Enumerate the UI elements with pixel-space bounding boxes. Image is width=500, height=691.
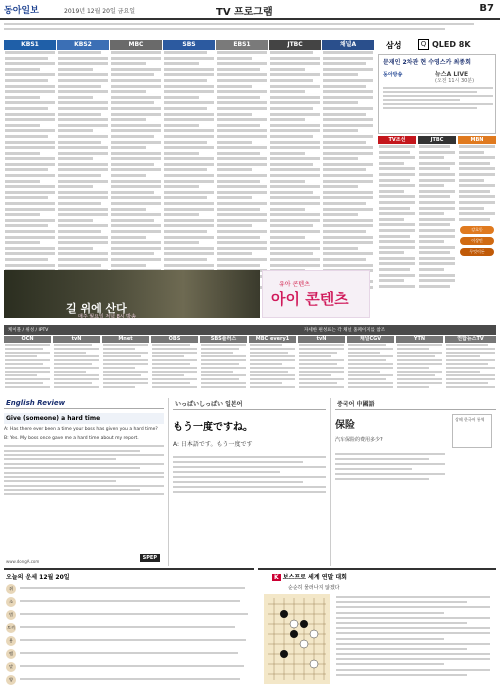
- cable-schedule: [4, 336, 496, 396]
- channel-header: EBS1: [216, 40, 268, 50]
- zodiac-icon: 쥐: [6, 584, 16, 594]
- cable-column: [102, 336, 149, 396]
- column-title-text: 보스프로 세계 연말 대회: [282, 574, 347, 581]
- channel-header: MBC: [110, 40, 162, 50]
- documentary-ad-title: 길 위에 산다: [66, 302, 127, 315]
- column-title: いっぱいしっぱい 일본어: [173, 398, 326, 410]
- white-stone: [300, 640, 308, 648]
- column-subtitle: 순순히 물러나지 않겠다: [288, 585, 340, 591]
- documentary-ad-subtitle: 매주 월요일 저녁 8시 방송: [78, 314, 136, 320]
- japanese-column: [168, 398, 326, 566]
- column-body-lines: [336, 596, 490, 679]
- column-title: English Review: [4, 398, 164, 409]
- schedule-lines: [5, 344, 50, 396]
- white-stone: [290, 620, 298, 628]
- cable-bar-label: 케이블 / 위성 / IPTV: [8, 328, 49, 333]
- newspaper-logo: 동아일보: [4, 6, 39, 16]
- cable-column: [445, 336, 496, 396]
- q-logo-icon: Q: [418, 39, 429, 50]
- cable-channel-bar: [4, 325, 496, 335]
- zodiac-icon: 말: [6, 662, 16, 672]
- cable-header: OBS: [151, 336, 198, 343]
- column-badge: K: [274, 574, 279, 581]
- fortune-row: [4, 634, 254, 647]
- schedule-lines: [379, 145, 415, 306]
- schedule-lines: [397, 344, 442, 396]
- example-sentence: A: 日本語です。もう一度です: [173, 441, 253, 448]
- zodiac-icon: 소: [6, 597, 16, 607]
- ad-badge: 유아 콘텐츠: [279, 281, 310, 288]
- masthead: [0, 0, 500, 20]
- key-phrase: もう一度ですね。: [173, 422, 253, 433]
- cable-column: [151, 336, 198, 396]
- channel-header: KBS1: [4, 40, 56, 50]
- white-stone: [310, 660, 318, 668]
- channel-column-jtbc2: [418, 136, 456, 306]
- program-badge: 강호동: [460, 226, 494, 234]
- channel-header: JTBC: [418, 136, 456, 144]
- schedule-lines: [54, 344, 99, 396]
- cable-column: [298, 336, 345, 396]
- fortune-rows: [4, 582, 254, 688]
- broadcaster-logo: 동아방송: [383, 72, 403, 78]
- zodiac-icon: 용: [6, 636, 16, 646]
- cable-header: tvN: [298, 336, 345, 343]
- channel-column-tvchosun: [378, 136, 416, 306]
- black-stone: [290, 630, 298, 638]
- sidebar-box: 상해 한국어 통역: [452, 414, 492, 448]
- go-board: [264, 594, 330, 684]
- product-name: QLED 8K: [432, 40, 471, 49]
- schedule-lines: [348, 344, 393, 396]
- schedule-lines: [419, 145, 455, 306]
- page-number: B7: [479, 3, 494, 14]
- kids-content-ad: [262, 270, 370, 318]
- cable-header: OCN: [4, 336, 51, 343]
- column-title: [258, 570, 496, 583]
- publisher-stamp: SPEP: [140, 554, 160, 562]
- cable-header: Mnet: [102, 336, 149, 343]
- schedule-lines: [152, 344, 197, 396]
- fortune-row: [4, 595, 254, 608]
- schedule-notes: [4, 23, 494, 37]
- chinese-column: [330, 398, 496, 566]
- news-promo-box: [378, 54, 496, 134]
- cable-bar-note: 자세한 편성표는 각 채널 홈페이지를 참조: [304, 328, 386, 333]
- cable-column: [347, 336, 394, 396]
- schedule-lines: [299, 344, 344, 396]
- english-review-column: [4, 398, 164, 566]
- channel-header: KBS2: [57, 40, 109, 50]
- fortune-row: [4, 582, 254, 595]
- dialogue-b: B: Yes. My boss once gave me a hard time about my report.: [4, 435, 139, 441]
- issue-date: 2019년 12월 20일 금요일: [64, 8, 136, 15]
- baduk-column: [258, 568, 496, 688]
- schedule-lines: [201, 344, 246, 396]
- brand-name: 삼성: [386, 41, 402, 50]
- go-board-diagram: [264, 594, 330, 684]
- program-time: (오전 11시 30분): [435, 78, 475, 84]
- schedule-lines: [250, 344, 295, 396]
- documentary-ad-photo: [4, 270, 260, 318]
- column-title: 중국어 中國語: [335, 398, 496, 410]
- mbn-badge-stack: [460, 226, 494, 259]
- white-stone: [310, 630, 318, 638]
- channel-header: JTBC: [269, 40, 321, 50]
- zodiac-icon: 범: [6, 610, 16, 620]
- cable-header: YTN: [396, 336, 443, 343]
- channel-column-mbn: [458, 136, 496, 306]
- column-body-lines: [335, 453, 445, 480]
- column-body-lines: [173, 456, 326, 493]
- ad-title: 아이 콘텐츠: [271, 290, 349, 308]
- promo-title: 문재인 2차관 현 수영스카 최종회: [383, 59, 471, 66]
- column-body-lines: [4, 445, 164, 495]
- zodiac-icon: 토끼: [6, 623, 16, 633]
- channel-header: TV조선: [378, 136, 416, 144]
- black-stone: [280, 610, 288, 618]
- fortune-row: [4, 647, 254, 660]
- schedule-lines: [103, 344, 148, 396]
- channel-header: SBS: [163, 40, 215, 50]
- dialogue-a: A: Has there ever been a time your boss has given you a hard time?: [4, 427, 158, 432]
- section-title: TV 프로그램: [216, 7, 273, 18]
- cable-header: tvN: [53, 336, 100, 343]
- column-footer: www.dongA.com: [6, 559, 40, 564]
- example-sentence: 汽车保险的费用多少?: [335, 437, 383, 443]
- daily-fortune-column: [4, 568, 254, 688]
- channel-header: MBN: [458, 136, 496, 144]
- cable-column: [396, 336, 443, 396]
- cable-column: [200, 336, 247, 396]
- program-badge: 무엇이든: [460, 248, 494, 256]
- program-name: 뉴스A LIVE: [435, 71, 469, 78]
- cable-header: 채널CGV: [347, 336, 394, 343]
- zodiac-icon: 뱀: [6, 649, 16, 659]
- schedule-lines: [446, 344, 495, 396]
- black-stone: [280, 650, 288, 658]
- column-title: 오늘의 운세 12월 20일: [6, 574, 70, 581]
- fortune-row: [4, 660, 254, 673]
- cable-column: [4, 336, 51, 396]
- key-word: 保险: [335, 420, 355, 431]
- program-badge: 이상민: [460, 237, 494, 245]
- promo-body-lines: [383, 87, 493, 111]
- cable-header: 연합뉴스TV: [445, 336, 496, 343]
- cable-column: [53, 336, 100, 396]
- expression-headline: Give (someone) a hard time: [4, 413, 164, 424]
- cable-header: SBS플러스: [200, 336, 247, 343]
- samsung-ad: [378, 40, 496, 52]
- black-stone: [300, 620, 308, 628]
- cable-header: MBC every1: [249, 336, 296, 343]
- fortune-row: [4, 608, 254, 621]
- channel-header: 채널A: [322, 40, 374, 50]
- right-panel: [378, 40, 496, 325]
- cable-column: [249, 336, 296, 396]
- fortune-row: [4, 621, 254, 634]
- zodiac-icon: 양: [6, 675, 16, 685]
- fortune-row: [4, 673, 254, 686]
